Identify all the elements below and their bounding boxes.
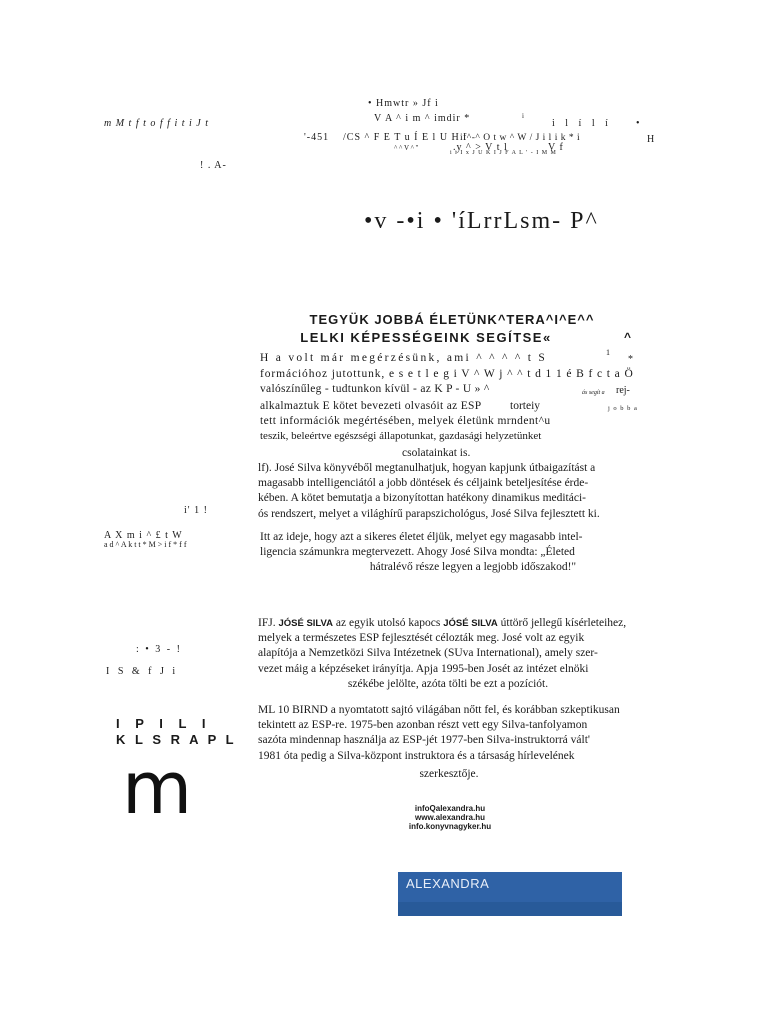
paragraph-line: lf). José Silva könyvéből megtanulhatjuk, hogyan kapjunk útbaigazítást a xyxy=(258,462,596,474)
paragraph-quote xyxy=(260,530,638,576)
paragraph-line: ós rendszert, melyet a világhírű parapszichológus, José Silva fejlesztett ki. xyxy=(258,507,600,520)
author-bio-silva xyxy=(258,616,638,692)
author-name: JÓSÉ SILVA xyxy=(278,618,334,629)
intro-mark: rej- xyxy=(616,385,630,396)
paragraph-line: hátralévő része legyen a legjobb időszakod!" xyxy=(369,561,577,574)
website-link[interactable]: info.konyvnagyker.hu xyxy=(408,822,492,831)
paragraph-line: magasabb intelligenciától a jobb döntések és céljaink beteljesítése érde- xyxy=(258,477,589,490)
header-noise-line: • Hmwtr » Jf i xyxy=(368,98,439,109)
bio-line: melyek a természetes ESP fejlesztését célozták meg. José volt az egyik xyxy=(258,632,585,645)
headline-noise: •v -•i • 'íLrrLsm- P^ xyxy=(364,208,599,234)
publisher-contacts xyxy=(380,804,520,831)
side-noise-bold: K L S R A P L xyxy=(116,732,237,747)
bio-line: vezet máig a képzéseket irányítja. Apja 1995-ben Josét az intézet elnöki xyxy=(258,662,589,675)
header-noise-mark: i xyxy=(522,112,524,120)
paragraph-silva-book xyxy=(258,461,638,522)
header-noise-line: if^-^ O t w ^ W / J i l i k * i xyxy=(460,133,581,143)
header-noise-line: i i I x J U K I J F A L ' - I M M xyxy=(450,150,557,156)
publisher-logo xyxy=(398,872,622,916)
page-title: TEGYÜK JOBBÁ ÉLETÜNK^TERA^I^E^^ xyxy=(309,312,595,327)
email-link[interactable]: infoQalexandra.hu xyxy=(414,804,486,813)
bio-line: 1981 óta pedig a Silva-központ instruktora és a társaság hírlevelének xyxy=(258,749,575,762)
intro-line: tett információk megértésében, melyek életünk mrndent^u xyxy=(260,415,551,427)
paragraph-line: Itt az ideje, hogy azt a sikeres életet éljük, melyet egy magasabb intel- xyxy=(260,531,583,543)
intro-line: H a volt már megérzésünk, ami ^ ^ ^ ^ t S xyxy=(260,352,548,364)
header-noise-line: V f xyxy=(548,142,564,153)
author-bio-coauthor xyxy=(258,703,640,782)
page-subtitle: LELKI KÉPESSÉGEINK SEGÍTSE« xyxy=(300,330,552,345)
side-noise: A X m i ^ £ t W xyxy=(104,530,183,541)
header-noise-line: i l í l í xyxy=(552,118,612,129)
intro-mark: * xyxy=(628,354,633,365)
logo-band xyxy=(398,902,622,916)
title-caret: ^ xyxy=(624,330,632,344)
side-noise: a d ^ A k t t * M > i f * f f xyxy=(104,540,187,549)
intro-mark: ás segít a xyxy=(582,390,605,396)
header-noise-mark: • xyxy=(636,118,641,129)
website-link[interactable]: www.alexandra.hu xyxy=(415,813,485,822)
bio-line: sazóta mindennap használja az ESP-jét 1977-ben Silva-instruktorrá vált' xyxy=(258,734,590,747)
large-m-glyph: m xyxy=(122,746,193,830)
intro-line: valószínűleg - tudtunkon kívül - az K P - U » ^ xyxy=(260,383,490,395)
header-noise-line: /CS ^ F E T u Í E l U H l xyxy=(343,132,468,143)
bio-line: székébe jelölte, azóta tölti be ezt a pozíciót. xyxy=(347,677,549,690)
logo-text: ALEXANDRA xyxy=(406,876,490,891)
header-noise-line: .y ^ > V t l xyxy=(453,142,508,153)
header-noise-left: m M t f t o f f i t i J t xyxy=(104,118,209,129)
side-noise: I S & f J i xyxy=(106,666,179,677)
header-noise-line: ^ ^ V ^ '' xyxy=(394,144,419,152)
author-name: JÓSÉ SILVA xyxy=(443,618,498,629)
intro-mark: 1 xyxy=(606,348,610,357)
paragraph-line: ligencia számunkra megtervezett. Ahogy José Silva mondta: „Életed xyxy=(260,546,575,559)
bio-line: tekintett az ESP-re. 1975-ben azonban részt vett egy Silva-tanfolyamon xyxy=(258,719,588,732)
intro-mark: j o b b a xyxy=(608,405,638,412)
header-noise-mark: H xyxy=(647,134,656,145)
bio-prefix: IFJ. xyxy=(258,617,276,629)
intro-line: csolatainkat is. xyxy=(402,447,471,459)
side-noise-bold: I P I L I xyxy=(116,716,212,731)
intro-line: formációhoz jutottunk, e s e t l e g i V ^ W j ^ ^ t d 1 1 é B f c t a Ö xyxy=(260,368,634,380)
intro-line: torteiy xyxy=(510,400,541,412)
header-noise-line: '-451 xyxy=(304,132,330,143)
header-noise-line: V A ^ i m ^ imdir * xyxy=(374,113,471,124)
bio-line: szerkesztője. xyxy=(419,767,479,780)
paragraph-line: kében. A kötet bemutatja a bizonyítottan hatékony dinamikus meditáci- xyxy=(258,492,586,505)
bio-line xyxy=(258,616,638,631)
side-noise: i' 1 ! xyxy=(184,505,208,516)
header-noise-left: ! . A- xyxy=(200,160,227,171)
bio-text: úttörő jellegű kísérleteihez, xyxy=(500,617,627,629)
intro-line: teszik, beleértve egészségi állapotunkat, gazdasági helyzetünket xyxy=(260,430,542,442)
side-noise: : • 3 - ! xyxy=(136,644,182,655)
bio-line: ML 10 BIRND a nyomtatott sajtó világában nőtt fel, és korábban szkeptikusan xyxy=(258,704,620,716)
intro-line: alkalmaztuk E kötet bevezeti olvasóit az ESP xyxy=(260,400,482,412)
bio-text: az egyik utolsó kapocs xyxy=(335,617,441,629)
bio-line: alapítója a Nemzetközi Silva Intézetnek (SUva International), amely szer- xyxy=(258,647,598,660)
